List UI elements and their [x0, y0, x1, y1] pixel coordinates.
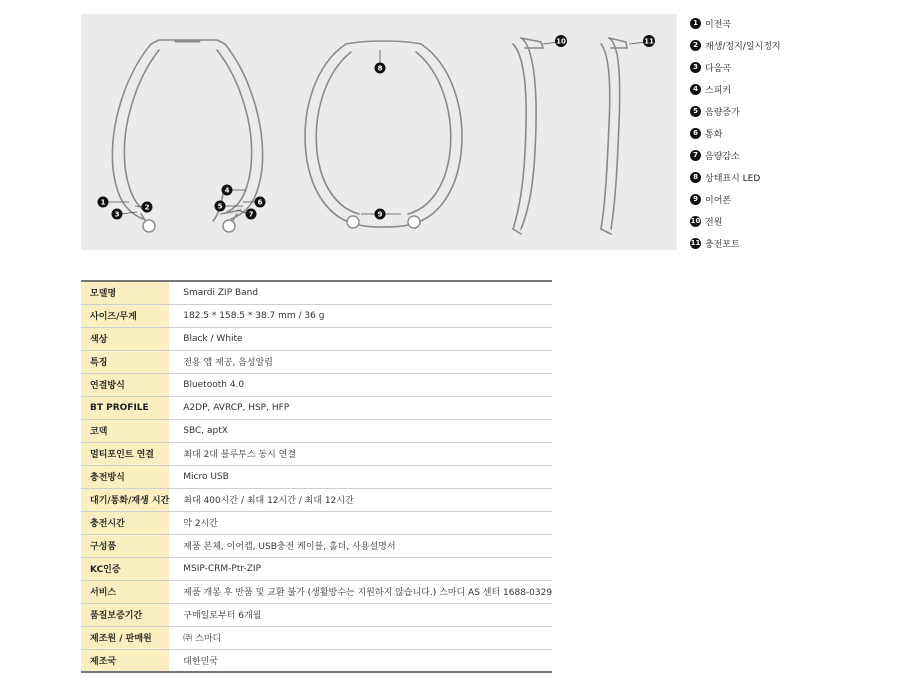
spec-value: Black / White [169, 327, 552, 350]
legend-label: 충전포트 [705, 239, 740, 250]
number-badge-icon: 4 [690, 84, 701, 95]
callout-2-icon: 2 [144, 203, 150, 212]
table-row [81, 396, 552, 419]
callout-4-icon: 4 [224, 186, 230, 195]
legend-item [690, 166, 890, 188]
table-row [81, 442, 552, 465]
table-row [81, 488, 552, 511]
number-badge-icon: 7 [690, 150, 701, 161]
number-badge-icon: 5 [690, 106, 701, 117]
table-row [81, 557, 552, 580]
spec-value: 약 2시간 [169, 511, 552, 534]
spec-label: 충전시간 [81, 511, 169, 534]
legend-item [690, 78, 890, 100]
spec-label: BT PROFILE [81, 396, 169, 419]
table-row [81, 465, 552, 488]
spec-label: 연결방식 [81, 373, 169, 396]
callout-5-icon: 5 [217, 202, 223, 211]
spec-label: 모델명 [81, 281, 169, 304]
table-row [81, 649, 552, 672]
spec-value: ㈜ 스마디 [169, 626, 552, 649]
legend-label: 이어폰 [705, 195, 732, 206]
table-row [81, 580, 552, 603]
spec-value: 최대 2대 블루투스 동시 연결 [169, 442, 552, 465]
spec-value: Bluetooth 4.0 [169, 373, 552, 396]
spec-label: 품질보증기간 [81, 603, 169, 626]
spec-label: 멀티포인트 연결 [81, 442, 169, 465]
spec-label: 서비스 [81, 580, 169, 603]
spec-label: 제조국 [81, 649, 169, 672]
headset-diagram [81, 14, 677, 250]
spec-value: 제품 개봉 후 반품 및 교환 불가 (생활방수는 지원하지 않습니다.) 스마디 AS 센터 1688-0329 [169, 580, 552, 603]
number-badge-icon: 11 [690, 238, 701, 247]
table-row [81, 626, 552, 649]
spec-value: 제품 본체, 이어캡, USB충전 케이블, 홀더, 사용설명서 [169, 534, 552, 557]
table-row [81, 419, 552, 442]
legend-label: 전원 [705, 217, 723, 228]
legend-label: 재생/정지/일시정지 [705, 41, 781, 52]
spec-value: 구매일로부터 6개월 [169, 603, 552, 626]
spec-label: KC인증 [81, 557, 169, 580]
spec-table [81, 280, 552, 673]
legend-label: 상태표시 LED [705, 173, 761, 184]
legend-item [690, 100, 890, 122]
legend-label: 통화 [705, 129, 723, 140]
spec-value: 전용 앱 제공, 음성알림 [169, 350, 552, 373]
legend-item [690, 232, 890, 254]
number-badge-icon: 6 [690, 128, 701, 139]
callout-6-icon: 6 [257, 198, 263, 207]
callout-3-icon: 3 [114, 210, 120, 219]
spec-value: Micro USB [169, 465, 552, 488]
callout-8-icon: 8 [377, 64, 383, 73]
callout-1-icon: 1 [100, 198, 106, 207]
spec-value: 최대 400시간 / 최대 12시간 / 최대 12시간 [169, 488, 552, 511]
legend-item [690, 210, 890, 232]
legend-label: 스피커 [705, 85, 732, 96]
table-row [81, 511, 552, 534]
table-row [81, 304, 552, 327]
spec-label: 색상 [81, 327, 169, 350]
table-row [81, 373, 552, 396]
callout-7-icon: 7 [248, 210, 254, 219]
headset-side-view-b [609, 38, 620, 229]
spec-value: SBC, aptX [169, 419, 552, 442]
spec-label: 코덱 [81, 419, 169, 442]
legend-item [690, 56, 890, 78]
callout-11-icon: 11 [644, 37, 654, 46]
spec-value: Smardi ZIP Band [169, 281, 552, 304]
legend-item [690, 144, 890, 166]
table-row [81, 603, 552, 626]
number-badge-icon: 2 [690, 40, 701, 51]
spec-label: 구성품 [81, 534, 169, 557]
table-row [81, 534, 552, 557]
table-row [81, 281, 552, 304]
callout-9-icon: 9 [377, 210, 383, 219]
product-diagram-panel [81, 14, 677, 250]
table-row [81, 350, 552, 373]
legend-item [690, 122, 890, 144]
number-badge-icon: 9 [690, 194, 701, 205]
legend-label: 음량감소 [705, 151, 740, 162]
spec-label: 특징 [81, 350, 169, 373]
number-badge-icon: 1 [690, 18, 701, 29]
spec-label: 사이즈/무게 [81, 304, 169, 327]
number-badge-icon: 3 [690, 62, 701, 73]
spec-value: 대한민국 [169, 649, 552, 672]
legend-item [690, 34, 890, 56]
headset-ring-view [305, 44, 356, 224]
legend-item [690, 12, 890, 34]
parts-legend [690, 12, 890, 254]
legend-label: 이전곡 [705, 19, 732, 30]
legend-label: 다음곡 [705, 63, 732, 74]
number-badge-icon: 8 [690, 172, 701, 183]
number-badge-icon: 10 [690, 216, 701, 225]
callout-10-icon: 10 [556, 37, 566, 46]
spec-value: MSIP-CRM-Ptr-ZIP [169, 557, 552, 580]
spec-value: A2DP, AVRCP, HSP, HFP [169, 396, 552, 419]
table-row [81, 327, 552, 350]
spec-value: 182.5 * 158.5 * 38.7 mm / 36 g [169, 304, 552, 327]
spec-label: 충전방식 [81, 465, 169, 488]
spec-label: 대기/통화/재생 시간 [81, 488, 169, 511]
legend-item [690, 188, 890, 210]
legend-label: 음량증가 [705, 107, 740, 118]
spec-label: 제조원 / 판매원 [81, 626, 169, 649]
